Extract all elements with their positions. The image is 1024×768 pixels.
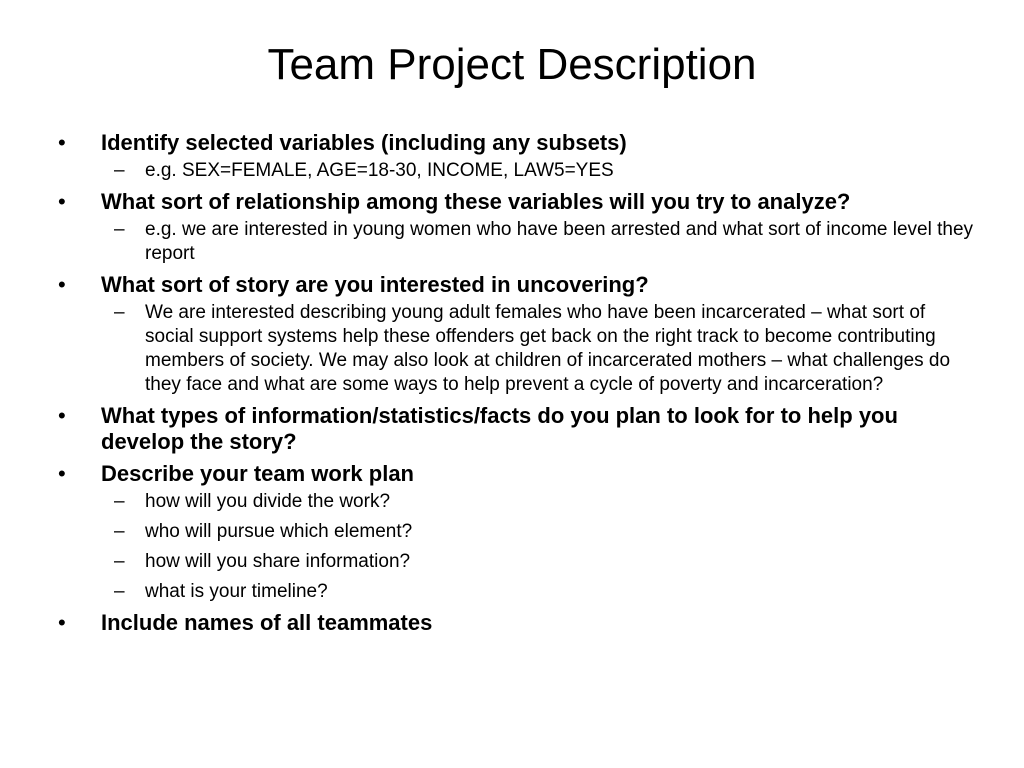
bullet-icon: •	[58, 189, 66, 214]
bullet-item	[58, 189, 978, 215]
sub-text: how will you divide the work?	[145, 491, 391, 512]
dash-icon: –	[114, 302, 125, 323]
sub-text: e.g. SEX=FEMALE, AGE=18-30, INCOME, LAW5=YES	[145, 160, 614, 181]
bullet-text: What sort of relationship among these variables will you try to analyze?	[101, 189, 851, 214]
bullet-group-2	[58, 189, 978, 266]
bullet-item	[58, 130, 978, 156]
sub-item	[58, 580, 978, 604]
sub-list	[58, 490, 978, 604]
sub-text: how will you share information?	[145, 551, 411, 572]
sub-text: We are interested describing young adult females who have been incarcerated – what sort of social support systems help these offenders get back on the right track to become contributing members of society. We may also look at children of incarcerated mothers – what challenges do they face and what are some ways to help prevent a cycle of poverty and incarceration?	[145, 302, 951, 395]
bullet-group-5	[58, 461, 978, 604]
bullet-text: What types of information/statistics/facts do you plan to look for to help you develop the story?	[101, 403, 898, 454]
sub-text: what is your timeline?	[145, 581, 328, 602]
bullet-group-1	[58, 130, 978, 183]
bullet-item	[58, 403, 978, 455]
sub-item	[58, 490, 978, 514]
sub-item	[58, 520, 978, 544]
sub-item	[58, 301, 978, 397]
sub-list	[58, 218, 978, 266]
slide-title: Team Project Description	[267, 40, 757, 89]
bullet-group-3	[58, 272, 978, 397]
bullet-icon: •	[58, 272, 66, 297]
dash-icon: –	[114, 491, 125, 512]
bullet-icon: •	[58, 403, 66, 428]
bullet-text: Identify selected variables (including any subsets)	[101, 130, 627, 155]
bullet-text: Include names of all teammates	[101, 610, 433, 635]
bullet-icon: •	[58, 461, 66, 486]
bullet-item	[58, 610, 978, 636]
dash-icon: –	[114, 160, 125, 181]
sub-item	[58, 159, 978, 183]
bullet-group-4	[58, 403, 978, 455]
sub-text: who will pursue which element?	[145, 521, 413, 542]
bullet-icon: •	[58, 610, 66, 635]
bullet-text: Describe your team work plan	[101, 461, 414, 486]
bullet-icon: •	[58, 130, 66, 155]
bullet-item	[58, 272, 978, 298]
sub-text: e.g. we are interested in young women who have been arrested and what sort of income level they report	[145, 219, 974, 264]
bullet-group-6	[58, 610, 978, 636]
sub-list	[58, 159, 978, 183]
sub-list	[58, 301, 978, 397]
bullet-text: What sort of story are you interested in uncovering?	[101, 272, 649, 297]
dash-icon: –	[114, 219, 125, 240]
dash-icon: –	[114, 581, 125, 602]
bullet-item	[58, 461, 978, 487]
sub-item	[58, 218, 978, 266]
slide-body	[58, 130, 978, 642]
sub-item	[58, 550, 978, 574]
dash-icon: –	[114, 521, 125, 542]
dash-icon: –	[114, 551, 125, 572]
